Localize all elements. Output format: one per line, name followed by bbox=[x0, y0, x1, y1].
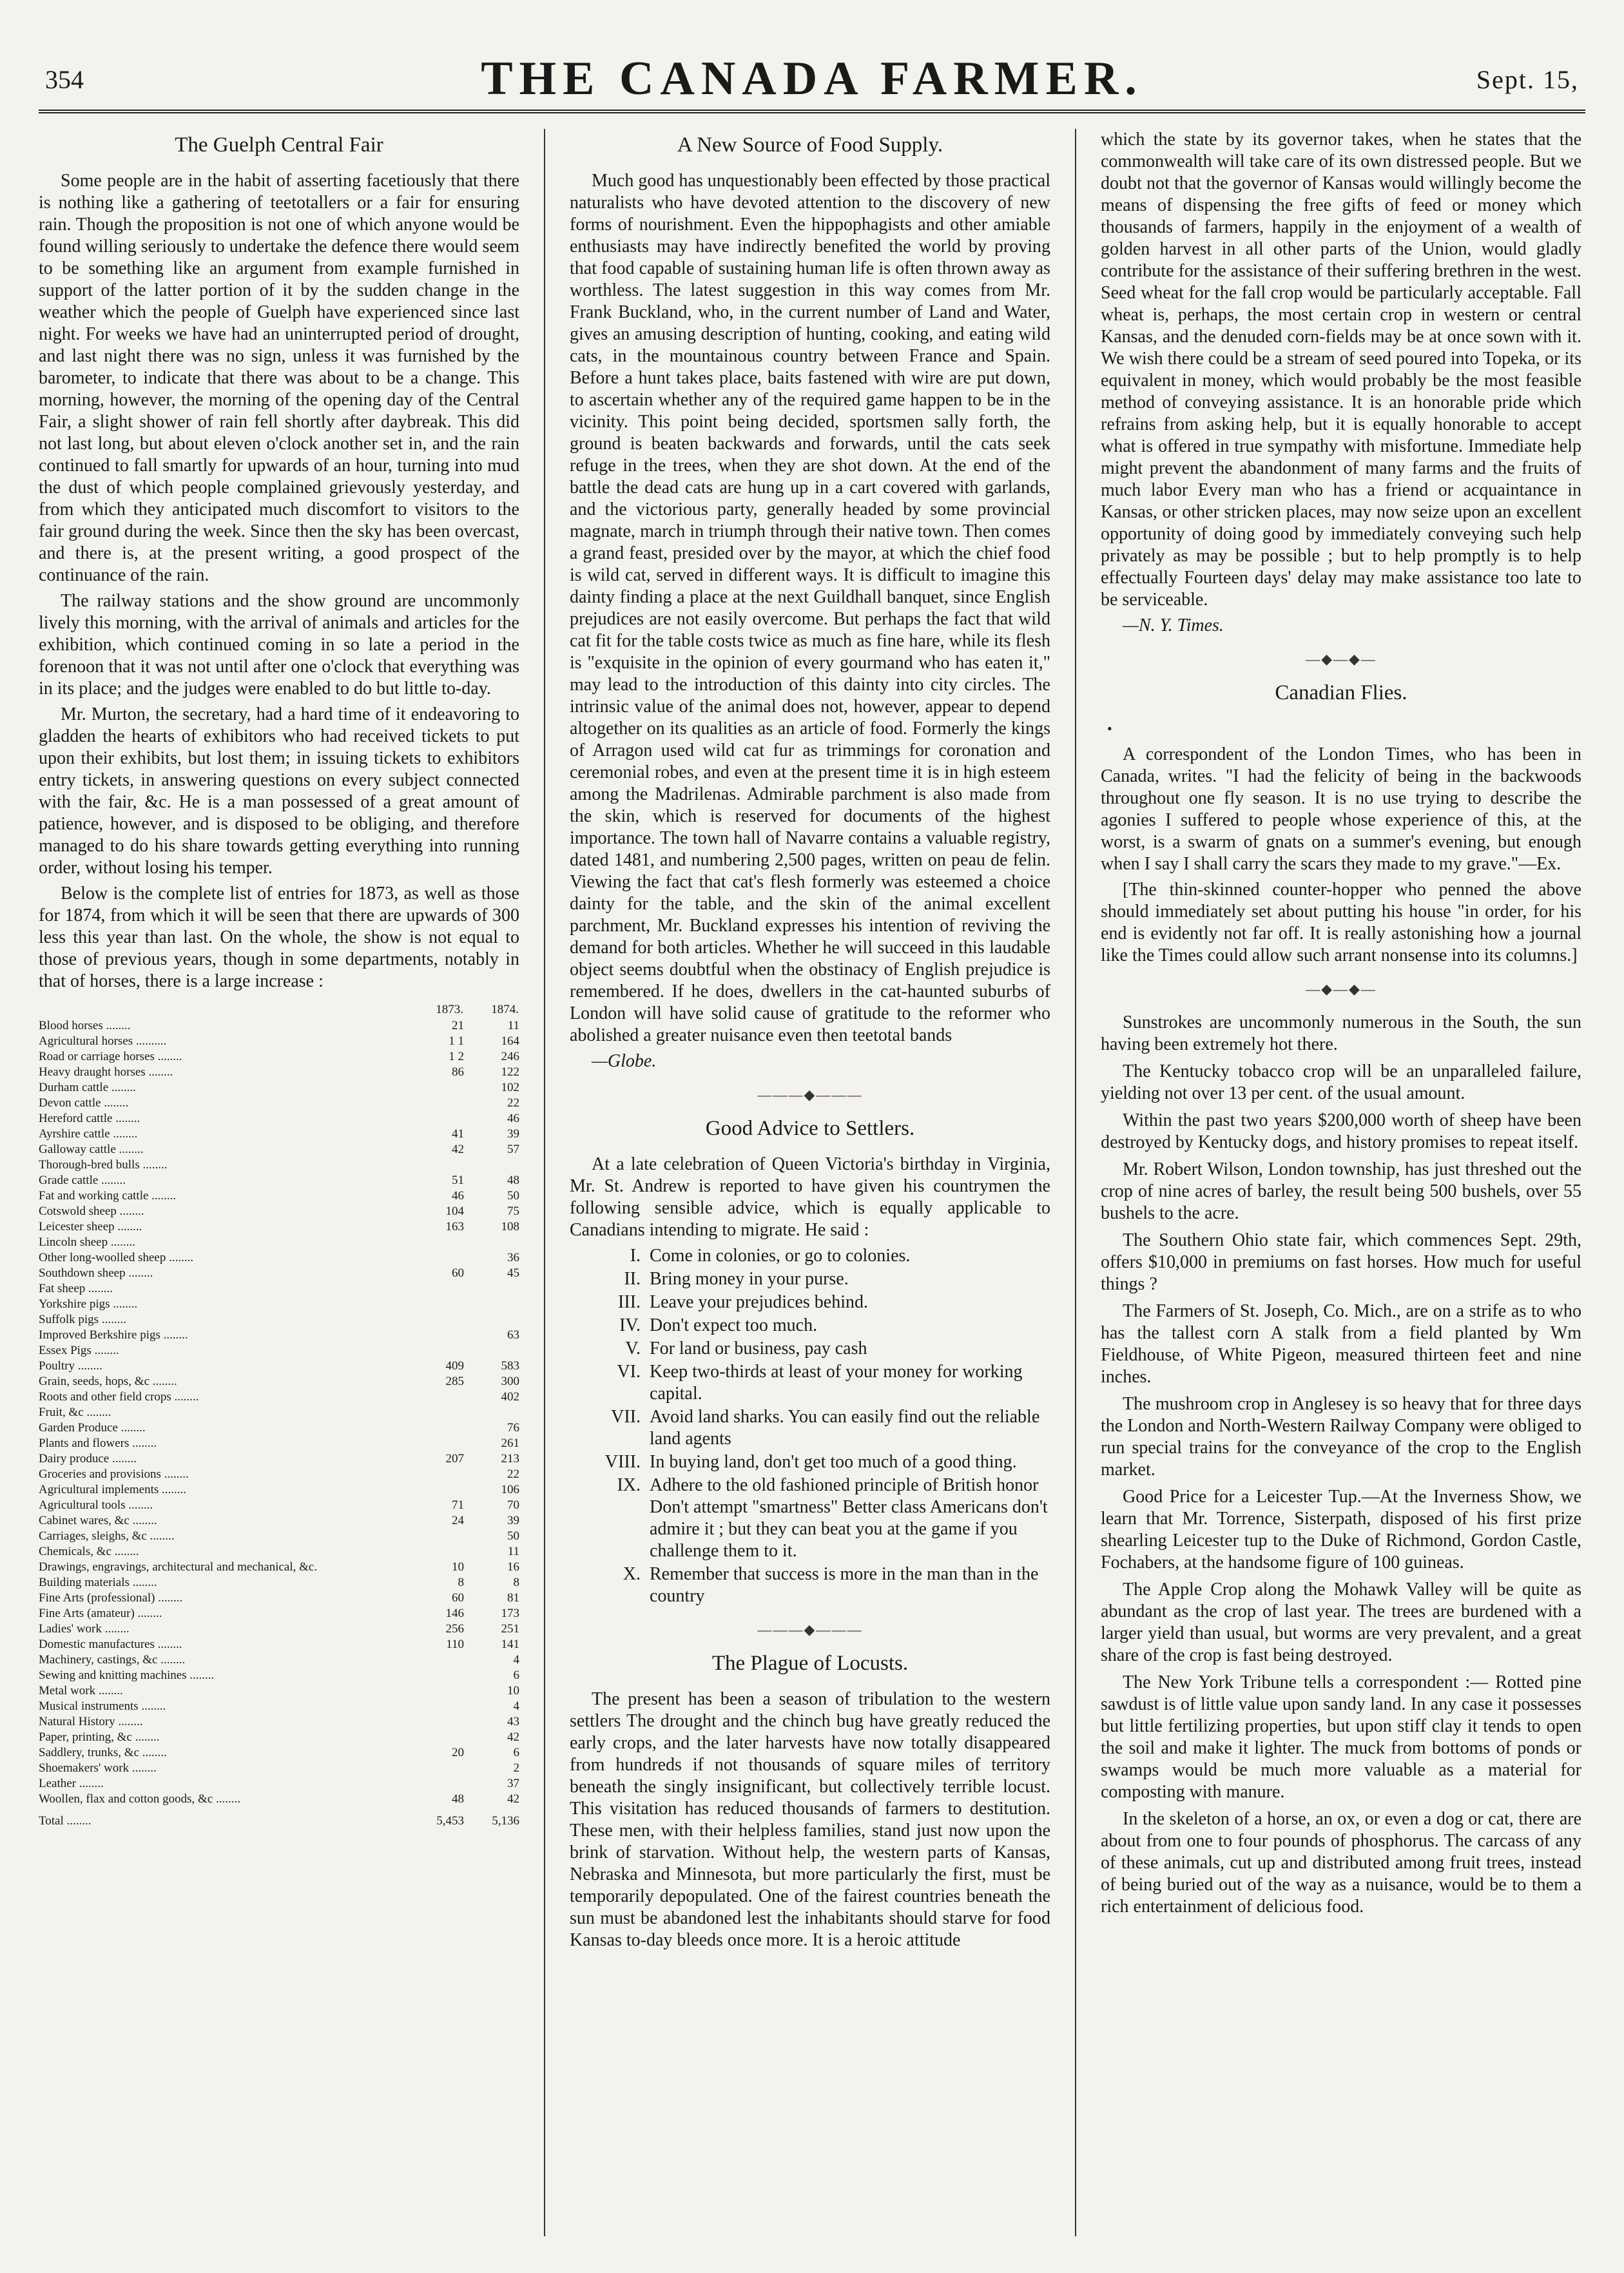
entry-category: Woollen, flax and cotton goods, &c ........ bbox=[39, 1792, 240, 1806]
column-divider bbox=[544, 129, 545, 2236]
column-3 bbox=[1101, 129, 1581, 2243]
entry-count-1874: 402 bbox=[501, 1390, 519, 1404]
entry-category: Hereford cattle ........ bbox=[39, 1112, 140, 1125]
entry-count-1873 bbox=[409, 1080, 464, 1096]
article-paragraph: The railway stations and the show ground are uncommonly lively this morning, with the arrival of animals and articles for the exhibition, which continued coming in so late a period in the forenoon that it was not until after one o'clock that everything was in its place; and the judges were enabled to do but little to-day. bbox=[39, 591, 519, 699]
entry-count-1873 bbox=[409, 1297, 464, 1312]
table-header-1873: 1873. bbox=[436, 1003, 463, 1016]
entry-category: Agricultural tools ........ bbox=[39, 1498, 153, 1512]
entry-category: Southdown sheep ........ bbox=[39, 1266, 153, 1280]
entry-count-1873 bbox=[409, 1096, 464, 1111]
list-text: Remember that success is more in the man than in the country bbox=[650, 1564, 1039, 1606]
article-paragraph: At a late celebration of Queen Victoria's birthday in Virginia, Mr. St. Andrew is reported to have given his countrymen the following sensible advice, which is equally applicable to Canadians intending to migrate. He said : bbox=[570, 1154, 1050, 1240]
section-separator-ornament: —◆—◆— bbox=[1306, 651, 1377, 667]
list-text: In buying land, don't get too much of a good thing. bbox=[650, 1452, 1017, 1472]
table-row bbox=[39, 1328, 519, 1343]
entry-count-1874: 10 bbox=[507, 1684, 519, 1697]
entry-category: Devon cattle ........ bbox=[39, 1096, 129, 1110]
article-signature: —N. Y. Times. bbox=[1123, 615, 1224, 635]
list-text: Bring money in your purse. bbox=[650, 1269, 849, 1289]
list-text: Don't expect too much. bbox=[650, 1315, 818, 1335]
table-row bbox=[39, 1637, 519, 1652]
entry-count-1874: 76 bbox=[507, 1421, 519, 1435]
entry-count-1874: 22 bbox=[507, 1096, 519, 1110]
entry-category: Durham cattle ........ bbox=[39, 1081, 136, 1094]
entry-count-1874: 36 bbox=[507, 1251, 519, 1264]
entry-count-1873 bbox=[409, 1529, 464, 1544]
entry-count-1873 bbox=[409, 1699, 464, 1714]
table-row bbox=[39, 1606, 519, 1621]
entry-count-1873 bbox=[409, 1343, 464, 1359]
entry-count-1873 bbox=[409, 1157, 464, 1173]
total-1874: 5,136 bbox=[492, 1814, 519, 1828]
news-item: Good Price for a Leicester Tup.—At the Inverness Show, we learn that Mr. Torrence, Sisterpath, disposed of his first prize shearling Leicester tup to the Duke of Richmond, Gordon Castle, Fochabers, at the handsome figure of 100 guineas. bbox=[1101, 1487, 1581, 1572]
entry-category: Metal work ........ bbox=[39, 1684, 123, 1697]
total-label: Total ........ bbox=[39, 1814, 92, 1828]
entry-count-1874: 261 bbox=[501, 1436, 519, 1450]
list-numeral: VI. bbox=[617, 1362, 641, 1382]
article-signature: —Globe. bbox=[592, 1051, 657, 1071]
entry-category: Ayrshire cattle ........ bbox=[39, 1127, 138, 1141]
list-text: Avoid land sharks. You can easily find out the reliable land agents bbox=[650, 1407, 1040, 1449]
entry-count-1874 bbox=[464, 1157, 519, 1173]
entry-count-1873 bbox=[409, 1776, 464, 1792]
table-row bbox=[39, 1096, 519, 1111]
news-item: The Southern Ohio state fair, which commences Sept. 29th, offers $10,000 in premiums on fast horses. How much for useful things ? bbox=[1101, 1230, 1581, 1294]
entry-count-1873: 21 bbox=[452, 1019, 464, 1032]
entry-count-1874: 300 bbox=[501, 1375, 519, 1388]
entry-count-1874 bbox=[464, 1312, 519, 1328]
entry-count-1874: 81 bbox=[507, 1591, 519, 1605]
entry-count-1873: 1 1 bbox=[449, 1034, 464, 1048]
advice-list bbox=[570, 1245, 1050, 1607]
news-item: The New York Tribune tells a correspondent :— Rotted pine sawdust is of little value upon sandy land. In any case it possesses but little fertilizing properties, but upon stiff clay it tends to open the soil and make it lighter. The muck from bottoms of ponds or swamps would be much more valuable as a material for composting with manure. bbox=[1101, 1672, 1581, 1802]
section-separator-ornament: ———◆——— bbox=[757, 1621, 863, 1638]
entry-count-1873 bbox=[409, 1281, 464, 1297]
table-row bbox=[39, 1374, 519, 1389]
entry-count-1873 bbox=[409, 1111, 464, 1127]
entry-category: Fat sheep ........ bbox=[39, 1282, 113, 1295]
section-separator-ornament: —◆—◆— bbox=[1306, 981, 1377, 997]
table-row bbox=[39, 1714, 519, 1730]
table-row bbox=[39, 1018, 519, 1034]
entry-count-1874: 141 bbox=[501, 1638, 519, 1651]
table-header-row bbox=[39, 1001, 519, 1018]
entry-count-1874: 70 bbox=[507, 1498, 519, 1512]
article-paragraph: A correspondent of the London Times, who has been in Canada, writes. "I had the felicity of being in the backwoods throughout one fly season. It is no use trying to describe the agonies I suffered to people whose experience of this, at the worst, is a swarm of gnats on a summer's evening, but enough when I say I shall carry the scars they made to my grave."—Ex. bbox=[1101, 744, 1581, 874]
list-text: For land or business, pay cash bbox=[650, 1339, 867, 1359]
list-numeral: VII. bbox=[611, 1407, 641, 1427]
table-row bbox=[39, 1049, 519, 1065]
news-item: Within the past two years $200,000 worth of sheep have been destroyed by Kentucky dogs, and history promises to repeat itself. bbox=[1101, 1110, 1581, 1152]
entry-category: Building materials ........ bbox=[39, 1576, 157, 1589]
table-row bbox=[39, 1652, 519, 1668]
article-heading-canadian-flies: Canadian Flies. bbox=[1275, 681, 1407, 704]
entry-category: Ladies' work ........ bbox=[39, 1622, 130, 1636]
list-numeral: X. bbox=[623, 1564, 641, 1584]
entry-count-1874: 173 bbox=[501, 1607, 519, 1620]
entry-count-1874: 45 bbox=[507, 1266, 519, 1280]
entry-count-1874: 11 bbox=[507, 1019, 519, 1032]
entry-count-1874: 108 bbox=[501, 1220, 519, 1233]
entry-category: Machinery, castings, &c ........ bbox=[39, 1653, 186, 1667]
entry-count-1873: 86 bbox=[452, 1065, 464, 1079]
entry-category: Dairy produce ........ bbox=[39, 1452, 137, 1465]
entry-count-1874: 46 bbox=[507, 1112, 519, 1125]
entry-count-1873: 110 bbox=[446, 1638, 464, 1651]
entry-count-1873 bbox=[409, 1250, 464, 1266]
table-row bbox=[39, 1529, 519, 1544]
table-row bbox=[39, 1359, 519, 1374]
table-row bbox=[39, 1513, 519, 1529]
entry-count-1874: 16 bbox=[507, 1560, 519, 1574]
entry-category: Natural History ........ bbox=[39, 1715, 143, 1728]
entry-category: Cotswold sheep ........ bbox=[39, 1204, 144, 1218]
entry-count-1873: 48 bbox=[452, 1792, 464, 1806]
entry-category: Blood horses ........ bbox=[39, 1019, 131, 1032]
entry-count-1874: 48 bbox=[507, 1174, 519, 1187]
entry-count-1874: 106 bbox=[501, 1483, 519, 1496]
table-row bbox=[39, 1560, 519, 1575]
entry-count-1873 bbox=[409, 1405, 464, 1420]
bullet-icon: • bbox=[1107, 721, 1112, 737]
page-number: 354 bbox=[45, 65, 84, 94]
entry-count-1873: 41 bbox=[452, 1127, 464, 1141]
entry-count-1874: 42 bbox=[507, 1730, 519, 1744]
news-item: The Kentucky tobacco crop will be an unparalleled failure, yielding not over 13 per cent. of the usual amount. bbox=[1101, 1061, 1581, 1103]
table-row bbox=[39, 1420, 519, 1436]
entry-count-1874: 6 bbox=[513, 1668, 519, 1682]
entry-count-1873: 104 bbox=[445, 1204, 464, 1218]
entry-count-1874: 50 bbox=[507, 1529, 519, 1543]
editorial-note: [The thin-skinned counter-hopper who penned the above should immediately set about putting his house "in order, for his end is evidently not far off. It is really astonishing how a journal like the Times could allow such arrant nonsense into its columns.] bbox=[1101, 880, 1581, 965]
entry-count-1874: 39 bbox=[507, 1127, 519, 1141]
table-row bbox=[39, 1065, 519, 1080]
entry-category: Domestic manufactures ........ bbox=[39, 1638, 182, 1651]
table-row bbox=[39, 1730, 519, 1745]
list-item bbox=[583, 1563, 1050, 1607]
entry-count-1874 bbox=[464, 1405, 519, 1420]
table-row bbox=[39, 1591, 519, 1606]
column-1 bbox=[39, 129, 519, 2243]
list-text: Keep two-thirds at least of your money for working capital. bbox=[650, 1362, 1023, 1404]
entry-count-1874: 37 bbox=[507, 1777, 519, 1790]
entry-count-1873: 10 bbox=[452, 1560, 464, 1574]
entry-count-1873: 285 bbox=[445, 1375, 464, 1388]
table-row bbox=[39, 1451, 519, 1467]
entry-category: Grade cattle ........ bbox=[39, 1174, 126, 1187]
entry-count-1873 bbox=[409, 1652, 464, 1668]
article-paragraph: Below is the complete list of entries for 1873, as well as those for 1874, from which it will be seen that there are upwards of 300 less this year than last. On the whole, the show is not equal to those of previous years, though in some departments, notably in that of horses, there is a large increase : bbox=[39, 884, 519, 991]
entry-category: Poultry ........ bbox=[39, 1359, 102, 1373]
masthead bbox=[39, 26, 1585, 113]
entry-count-1873: 8 bbox=[458, 1576, 464, 1589]
entry-category: Leather ........ bbox=[39, 1777, 104, 1790]
entry-category: Grain, seeds, hops, &c ........ bbox=[39, 1375, 177, 1388]
table-row bbox=[39, 1482, 519, 1498]
table-row bbox=[39, 1343, 519, 1359]
entry-category: Garden Produce ........ bbox=[39, 1421, 146, 1435]
entry-count-1873: 256 bbox=[445, 1622, 464, 1636]
entry-count-1874: 11 bbox=[507, 1545, 519, 1558]
entry-count-1874: 164 bbox=[501, 1034, 519, 1048]
list-item bbox=[583, 1361, 1050, 1405]
list-numeral: III. bbox=[618, 1292, 641, 1312]
entry-category: Improved Berkshire pigs ........ bbox=[39, 1328, 188, 1342]
entry-count-1873: 146 bbox=[445, 1607, 464, 1620]
table-row bbox=[39, 1792, 519, 1807]
entry-category: Road or carriage horses ........ bbox=[39, 1050, 182, 1063]
table-row bbox=[39, 1405, 519, 1420]
table-row bbox=[39, 1034, 519, 1049]
list-item bbox=[583, 1338, 1050, 1360]
entry-category: Cabinet wares, &c ........ bbox=[39, 1514, 157, 1527]
news-item: The mushroom crop in Anglesey is so heavy that for three days the London and North-Western Railway Company were obliged to run special trains for the conveyance of the crop to the English market. bbox=[1101, 1394, 1581, 1480]
entry-category: Galloway cattle ........ bbox=[39, 1143, 144, 1156]
entry-count-1873 bbox=[409, 1467, 464, 1482]
entry-count-1874: 213 bbox=[501, 1452, 519, 1465]
list-text: Come in colonies, or go to colonies. bbox=[650, 1246, 911, 1266]
entry-count-1874: 4 bbox=[513, 1653, 519, 1667]
list-numeral: I. bbox=[630, 1246, 641, 1266]
article-paragraph: Mr. Murton, the secretary, had a hard time of it endeavoring to gladden the hearts of exhibitors who had received tickets to put upon their exhibits, but lost them; in issuing tickets to exhibitors entry tickets, in answering questions on every subject connected with the fair, &c. He is a man possessed of a great amount of patience, however, and is disposed to be obliging, and therefore managed to do his share towards getting everything into running order, without losing his temper. bbox=[39, 704, 519, 878]
entry-count-1874: 251 bbox=[501, 1622, 519, 1636]
issue-date: Sept. 15, bbox=[1476, 65, 1579, 94]
total-1873: 5,453 bbox=[436, 1814, 464, 1828]
entry-count-1874: 22 bbox=[507, 1467, 519, 1481]
article-heading-guelph-fair: The Guelph Central Fair bbox=[175, 133, 383, 157]
table-row bbox=[39, 1776, 519, 1792]
table-row bbox=[39, 1467, 519, 1482]
table-row bbox=[39, 1235, 519, 1250]
entry-category: Fat and working cattle ........ bbox=[39, 1189, 177, 1203]
entry-category: Essex Pigs ........ bbox=[39, 1344, 119, 1357]
table-header-1874: 1874. bbox=[491, 1003, 519, 1016]
entry-count-1873 bbox=[409, 1544, 464, 1560]
entry-category: Saddlery, trunks, &c ........ bbox=[39, 1746, 167, 1759]
news-item: Mr. Robert Wilson, London township, has just threshed out the crop of nine acres of barley, the result being 500 bushels, over 55 bushels to the acre. bbox=[1101, 1159, 1581, 1223]
entry-category: Agricultural implements ........ bbox=[39, 1483, 187, 1496]
table-row bbox=[39, 1745, 519, 1761]
table-row bbox=[39, 1621, 519, 1637]
list-numeral: IX. bbox=[617, 1475, 641, 1495]
article-heading-advice: Good Advice to Settlers. bbox=[705, 1117, 915, 1140]
newspaper-title: THE CANADA FARMER. bbox=[481, 52, 1143, 105]
list-numeral: II. bbox=[624, 1269, 641, 1289]
entry-count-1873 bbox=[409, 1389, 464, 1405]
table-header-spacer bbox=[39, 1001, 409, 1018]
entries-table bbox=[39, 1001, 519, 1829]
article-paragraph: Some people are in the habit of asserting facetiously that there is nothing like a gathering of teetotallers or a fair for ensuring rain. Though the proposition is not one of which anyone would be found willing seriously to undertake the defence there would seem to be something like an argument from example furnished in support of the latter portion of it by the sudden change in the weather which the people of Guelph have experienced since last night. For weeks we have had an uninterrupted period of drought, and last night there was no sign, unless it was furnished by the barometer, to indicate that there was about to be a change. This morning, however, the morning of the opening day of the Central Fair, a slight shower of rain fell shortly after daybreak. This did not last long, but about eleven o'clock another set in, and the rain continued to fall smartly for upwards of an hour, turning into mud the dust of which people complained grievously yesterday, and from which they anticipated much discomfort to visitors to the fair ground during the week. Since then the sky has been overcast, and there is, at the present writing, a good prospect of the continuance of the rain. bbox=[39, 171, 519, 585]
table-row bbox=[39, 1436, 519, 1451]
entry-count-1874: 2 bbox=[513, 1761, 519, 1775]
entry-count-1873 bbox=[409, 1714, 464, 1730]
table-row bbox=[39, 1111, 519, 1127]
table-row bbox=[39, 1668, 519, 1683]
column-divider bbox=[1075, 129, 1076, 2236]
entry-category: Yorkshire pigs ........ bbox=[39, 1297, 138, 1311]
entry-count-1873: 42 bbox=[452, 1143, 464, 1156]
entry-category: Plants and flowers ........ bbox=[39, 1436, 157, 1450]
entry-category: Carriages, sleighs, &c ........ bbox=[39, 1529, 175, 1543]
table-row bbox=[39, 1498, 519, 1513]
entry-count-1873: 60 bbox=[452, 1266, 464, 1280]
entry-category: Lincoln sheep ........ bbox=[39, 1235, 135, 1249]
table-row bbox=[39, 1204, 519, 1219]
entry-count-1874: 246 bbox=[501, 1050, 519, 1063]
entry-count-1874: 6 bbox=[513, 1746, 519, 1759]
table-row bbox=[39, 1080, 519, 1096]
list-item bbox=[583, 1268, 1050, 1290]
entry-count-1873 bbox=[409, 1328, 464, 1343]
entry-count-1874: 57 bbox=[507, 1143, 519, 1156]
table-row bbox=[39, 1544, 519, 1560]
entry-category: Fine Arts (amateur) ........ bbox=[39, 1607, 162, 1620]
entry-count-1874 bbox=[464, 1235, 519, 1250]
entry-category: Roots and other field crops ........ bbox=[39, 1390, 199, 1404]
table-row bbox=[39, 1188, 519, 1204]
list-text: Adhere to the old fashioned principle of British honor Don't attempt "smartness" Better class Americans don't admire it ; but they can beat you at the game if you challenge them to it. bbox=[650, 1475, 1048, 1561]
article-paragraph-continued: which the state by its governor takes, when he states that the commonwealth will take care of its own distressed people. But we doubt not that the governor of Kansas would willingly become the means of dispensing the free gifts of feed or money which thousands of farmers, happily in the enjoyment of a wealth of golden harvest in all other parts of the Union, would gladly contribute for the assistance of their suffering brethren in the west. Seed wheat for the fall crop would be particularly acceptable. Fall wheat is, perhaps, the most certain crop in western or central Kansas, and the denuded corn-fields may be at once sown with it. We wish there could be a stream of seed poured into Topeka, or its equivalent in money, which would probably be the most feasible method of conveying assistance. It is an honorable pride which refrains from asking help, but it is equally honorable to accept what is offered in true sympathy with misfortune. Immediate help might prevent the abandonment of many farms and the fruits of much labor Every man who has a friend or acquaintance in Kansas, or other stricken places, may now seize upon an excellent opportunity of doing good by immediately conveying such help privately as may be possible ; but to help promptly is to help effectually Fourteen days' delay may make assistance too late to be serviceable. bbox=[1101, 130, 1581, 610]
article-paragraph: Much good has unquestionably been effected by those practical naturalists who have devoted attention to the discovery of new forms of nourishment. Even the hippophagists and other amiable enthusiasts may have indirectly benefited the world by proving that food capable of sustaining human life is often thrown away as worthless. The latest suggestion in this way comes from Mr. Frank Buckland, who, in the current number of Land and Water, gives an amusing description of hunting, cooking, and eating wild cats, in the mountainous country between France and Spain. Before a hunt takes place, baits fastened with wire are put down, to ascertain whether any of the required game happen to be in the vicinity. This point being decided, sportsmen sally forth, the ground is beaten backwards and forwards, until the cats seek refuge in the trees, when they are shot down. At the end of the battle the dead cats are hung up in a cart covered with garlands, and the victorious party, generally headed by some provincial magnate, march in triumph through their native town. Then comes a grand feast, presided over by the mayor, at which the chief food is wild cat, served in different ways. It is difficult to imagine this dainty finding a place at the next Guildhall banquet, since English prejudices are not easily overcome. But perhaps the fact that wild cat fit for the table costs twice as much as fine hare, while its flesh is "exquisite in the opinion of every gourmand who has eaten it," may lead to the introduction of this dainty into city circles. The intrinsic value of the animal does not, however, appear to depend altogether on its qualities as an article of food. Formerly the kings of Arragon used wild cat fur as trimmings for coronation and ceremonial robes, and even at the present time it is in high esteem among the Madrilenas. Admirable parchment is also made from the skin, which is reserved for documents of the highest importance. The town hall of Navarre contains a valuable registry, dated 1481, and numbering 2,500 pages, written on peau de felin. Viewing the fact that cat's flesh formerly was esteemed a choice dainty for the table, and the skin of the animal excellent parchment, Mr. Buckland expresses his intention of reviving the demand for both articles. Whether he will succeed in this laudable object seems doubtful when the obstinacy of English prejudice is remembered. If he does, dwellers in the cat-haunted suburbs of London will have solid cause of gratitude to the reformer who abolished a greater nuisance even then teetotal bands bbox=[570, 171, 1050, 1045]
entry-count-1873 bbox=[409, 1482, 464, 1498]
entries-table-body bbox=[39, 1018, 519, 1807]
list-text: Leave your prejudices behind. bbox=[650, 1292, 868, 1312]
entry-count-1874: 63 bbox=[507, 1328, 519, 1342]
table-row bbox=[39, 1683, 519, 1699]
table-row bbox=[39, 1389, 519, 1405]
entry-category: Other long-woolled sheep ........ bbox=[39, 1251, 194, 1264]
table-row bbox=[39, 1219, 519, 1235]
table-row bbox=[39, 1173, 519, 1188]
entry-count-1874: 8 bbox=[513, 1576, 519, 1589]
entry-count-1874: 75 bbox=[507, 1204, 519, 1218]
entry-category: Paper, printing, &c ........ bbox=[39, 1730, 160, 1744]
entry-count-1874: 4 bbox=[513, 1699, 519, 1713]
entry-count-1873: 20 bbox=[452, 1746, 464, 1759]
entry-count-1873 bbox=[409, 1420, 464, 1436]
table-row bbox=[39, 1127, 519, 1142]
entry-count-1873 bbox=[409, 1235, 464, 1250]
entry-count-1873: 163 bbox=[445, 1220, 464, 1233]
entry-category: Thorough-bred bulls ........ bbox=[39, 1158, 168, 1172]
entry-category: Fine Arts (professional) ........ bbox=[39, 1591, 183, 1605]
entry-count-1873 bbox=[409, 1668, 464, 1683]
table-row bbox=[39, 1297, 519, 1312]
entry-count-1873 bbox=[409, 1312, 464, 1328]
entry-count-1874: 50 bbox=[507, 1189, 519, 1203]
section-separator-ornament: ———◆——— bbox=[757, 1087, 863, 1103]
table-row bbox=[39, 1312, 519, 1328]
entry-count-1873 bbox=[409, 1761, 464, 1776]
column-2 bbox=[570, 129, 1050, 2243]
entry-count-1874: 42 bbox=[507, 1792, 519, 1806]
list-numeral: VIII. bbox=[604, 1452, 641, 1472]
table-row bbox=[39, 1575, 519, 1591]
entry-count-1873: 71 bbox=[452, 1498, 464, 1512]
list-item bbox=[583, 1406, 1050, 1450]
entry-count-1873: 207 bbox=[445, 1452, 464, 1465]
entry-count-1874 bbox=[464, 1297, 519, 1312]
entry-category: Sewing and knitting machines ........ bbox=[39, 1668, 215, 1682]
list-item bbox=[583, 1245, 1050, 1267]
entry-category: Chemicals, &c ........ bbox=[39, 1545, 139, 1558]
list-item bbox=[583, 1451, 1050, 1473]
table-row bbox=[39, 1157, 519, 1173]
entry-count-1874: 102 bbox=[501, 1081, 519, 1094]
entry-count-1874: 39 bbox=[507, 1514, 519, 1527]
entry-category: Agricultural horses .......... bbox=[39, 1034, 167, 1048]
news-item: In the skeleton of a horse, an ox, or even a dog or cat, there are about from one to four pounds of phosphorus. The carcass of any of these animals, cut up and distributed among fruit trees, instead of being buried out of the way as a nuisance, would be to them a rich entertainment of delicious food. bbox=[1101, 1809, 1581, 1917]
entry-count-1873: 46 bbox=[452, 1189, 464, 1203]
table-total-row bbox=[39, 1807, 519, 1829]
entry-count-1873 bbox=[409, 1436, 464, 1451]
list-numeral: V. bbox=[625, 1339, 641, 1359]
list-item bbox=[583, 1291, 1050, 1313]
article-heading-locusts: The Plague of Locusts. bbox=[711, 1652, 909, 1675]
table-row bbox=[39, 1699, 519, 1714]
news-item: The Farmers of St. Joseph, Co. Mich., are on a strife as to who has the tallest corn A stalk from a field planted by Wm Fieldhouse, of White Pigeon, measured thirteen feet and nine inches. bbox=[1101, 1301, 1581, 1387]
entry-count-1873: 51 bbox=[452, 1174, 464, 1187]
entry-count-1874 bbox=[464, 1281, 519, 1297]
entry-count-1874: 43 bbox=[507, 1715, 519, 1728]
table-row bbox=[39, 1281, 519, 1297]
entry-category: Drawings, engravings, architectural and mechanical, &c. bbox=[39, 1560, 318, 1574]
entry-count-1874: 583 bbox=[501, 1359, 519, 1373]
article-heading-food-supply: A New Source of Food Supply. bbox=[677, 133, 943, 157]
news-item: Sunstrokes are uncommonly numerous in the South, the sun having been extremely hot there. bbox=[1101, 1012, 1581, 1054]
article-paragraph: The present has been a season of tribulation to the western settlers The drought and the chinch bug have greatly reduced the early crops, and the later harvests have now totally disappeared from hundreds if not thousands of square miles of territory beneath the singly insignificant, but collectively terrible locust. This visitation has reduced thousands of farmers to destitution. These men, with their helpless families, stand just now upon the brink of starvation. Without help, the western parts of Kansas, Nebraska and Minnesota, but more particularly the first, must be temporarily depopulated. One of the fairest countries beneath the sun must be abandoned lest the inhabitants should starve for food Kansas to-day bleeds once more. It is a heroic attitude bbox=[570, 1689, 1050, 1950]
entry-count-1874: 122 bbox=[501, 1065, 519, 1079]
entry-count-1874 bbox=[464, 1343, 519, 1359]
entry-count-1873: 24 bbox=[452, 1514, 464, 1527]
entry-count-1873: 60 bbox=[452, 1591, 464, 1605]
news-item: The Apple Crop along the Mohawk Valley will be quite as abundant as the crop of last year. The trees are burdened with a larger yield than usual, but worms are very prevalent, and a great share of the crop is fast being destroyed. bbox=[1101, 1580, 1581, 1665]
entry-count-1873 bbox=[409, 1730, 464, 1745]
entry-category: Groceries and provisions ........ bbox=[39, 1467, 189, 1481]
table-row bbox=[39, 1266, 519, 1281]
list-item bbox=[583, 1475, 1050, 1562]
entry-count-1873: 409 bbox=[445, 1359, 464, 1373]
table-row bbox=[39, 1761, 519, 1776]
entry-category: Musical instruments ........ bbox=[39, 1699, 166, 1713]
table-row bbox=[39, 1142, 519, 1157]
entry-category: Shoemakers' work ........ bbox=[39, 1761, 157, 1775]
table-row bbox=[39, 1250, 519, 1266]
list-numeral: IV. bbox=[619, 1315, 641, 1335]
entry-category: Fruit, &c ........ bbox=[39, 1406, 111, 1419]
entry-category: Suffolk pigs ........ bbox=[39, 1313, 126, 1326]
entry-category: Heavy draught horses ........ bbox=[39, 1065, 173, 1079]
entry-count-1873: 1 2 bbox=[449, 1050, 464, 1063]
list-item bbox=[583, 1315, 1050, 1337]
entry-category: Leicester sheep ........ bbox=[39, 1220, 142, 1233]
entry-count-1873 bbox=[409, 1683, 464, 1699]
